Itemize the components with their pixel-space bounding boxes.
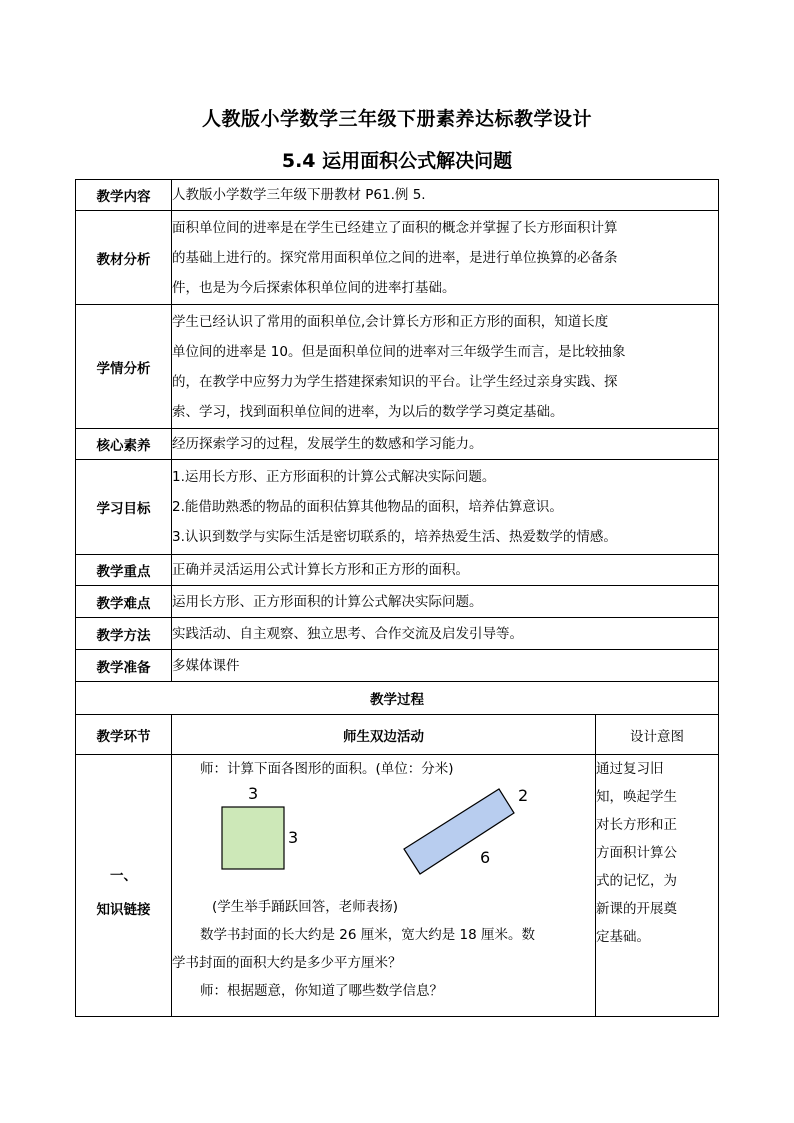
row-content [76,180,719,211]
row-text-line: 1.运用长方形、正方形面积的计算公式解决实际问题。 [172,469,496,485]
student-response: (学生举手踊跃回答，老师表扬) [212,899,399,915]
design-line: 方面积计算公 [596,845,677,861]
row-text-line: 实践活动、自主观察、独立思考、合作交流及启发引导等。 [172,625,523,642]
row-material-analysis [76,211,719,305]
problem-line-1: 数学书封面的长大约是 26 厘米，宽大约是 18 厘米。数 [200,927,536,943]
teacher-question-2: 师：根据题意，你知道了哪些数学信息？ [200,983,443,999]
green-square [222,807,284,869]
row-text-line: 索、学习，找到面积单位间的进率，为以后的数学学习奠定基础。 [172,403,564,420]
row-methods [76,618,719,650]
row-text-line: 件，也是为今后探索体积单位间的进率打基础。 [172,279,456,296]
row-text-line: 的，在教学中应努力为学生搭建探索知识的平台。让学生经过亲身实践、探 [172,373,618,390]
teacher-question-1: 师：计算下面各图形的面积。(单位：分米) [200,761,454,777]
rect-short-label: 2 [518,786,529,805]
col-header-activity: 师生双边活动 [172,715,596,755]
process-title: 教学过程 [76,682,719,715]
row-label: 教学难点 [76,586,172,618]
stage-number: 一、 [110,867,137,884]
row-text-line: 单位间的进率是 10。但是面积单位间的进率对三年级学生而言，是比较抽象 [172,343,626,360]
problem-line-2: 学书封面的面积大约是多少平方厘米？ [172,955,402,971]
stage-name: 知识链接 [96,901,151,918]
row-text-line: 经历探索学习的过程，发展学生的数感和学习能力。 [172,436,483,452]
row-text-line: 人教版小学数学三年级下册教材 P61.例 5. [172,187,426,203]
area-figures-diagram [172,783,584,893]
lesson-title: 5.4 运用面积公式解决问题 [281,150,513,172]
row-label: 教学方法 [76,618,172,650]
rect-long-label: 6 [480,848,491,867]
row-text-line: 的基础上进行的。探究常用面积单位之间的进率，是进行单位换算的必备条 [172,249,618,266]
design-line: 式的记忆，为 [596,873,677,889]
process-header-row [76,715,719,755]
square-side-label: 3 [288,828,299,847]
row-label: 教学内容 [76,180,172,211]
row-label: 教学重点 [76,555,172,586]
process-row-knowledge-link [76,755,719,1017]
row-label: 教学准备 [76,650,172,682]
row-learning-goals [76,460,719,555]
row-label: 学情分析 [76,305,172,429]
row-label: 学习目标 [76,460,172,555]
design-line: 定基础。 [596,929,650,945]
lesson-plan-table [75,179,719,1017]
row-text-line: 2.能借助熟悉的物品的面积估算其他物品的面积，培养估算意识。 [172,499,563,515]
col-header-design: 设计意图 [596,715,719,755]
design-line: 对长方形和正 [596,817,677,833]
design-line: 新课的开展奠 [596,901,677,917]
row-text-line: 面积单位间的进率是在学生已经建立了面积的概念并掌握了长方形面积计算 [172,219,618,236]
row-label: 教材分析 [76,211,172,305]
row-difficulty [76,586,719,618]
figures [172,783,595,893]
row-text-line: 正确并灵活运用公式计算长方形和正方形的面积。 [172,562,469,578]
blue-rectangle [404,789,514,874]
row-preparation [76,650,719,682]
square-top-label: 3 [248,784,259,803]
design-line: 知，唤起学生 [596,789,677,805]
col-header-stage: 教学环节 [76,715,172,755]
row-key-points [76,555,719,586]
row-core-literacy [76,429,719,460]
row-student-analysis [76,305,719,429]
square-figure [222,784,298,869]
row-text-line: 运用长方形、正方形面积的计算公式解决实际问题。 [172,593,483,610]
design-line: 通过复习旧 [596,761,664,777]
row-text-line: 3.认识到数学与实际生活是密切联系的，培养热爱生活、热爱数学的情感。 [172,529,617,545]
row-label: 核心素养 [76,429,172,460]
document-title: 人教版小学数学三年级下册素养达标教学设计 [201,108,592,130]
rectangle-figure [404,786,528,874]
row-text-line: 学生已经认识了常用的面积单位,会计算长方形和正方形的面积，知道长度 [172,313,609,330]
process-title-row [76,682,719,715]
row-text-line: 多媒体课件 [172,657,240,674]
